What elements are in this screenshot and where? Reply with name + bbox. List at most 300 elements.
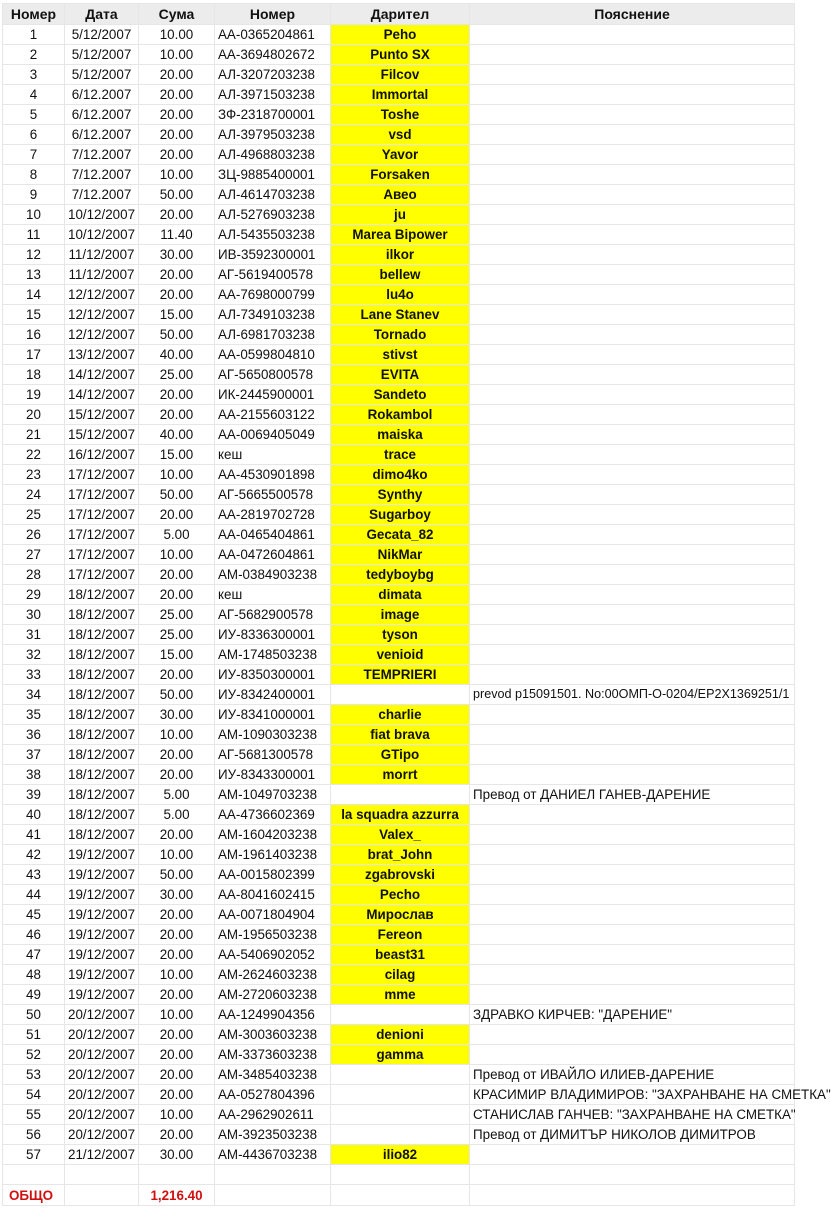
cell-date[interactable]: 18/12/2007 — [65, 585, 139, 605]
cell-date[interactable]: 13/12/2007 — [65, 345, 139, 365]
cell-date[interactable]: 19/12/2007 — [65, 945, 139, 965]
cell-note[interactable] — [470, 485, 795, 505]
cell-account[interactable]: ИУ-8342400001 — [215, 685, 331, 705]
cell-account[interactable]: АМ-0384903238 — [215, 565, 331, 585]
cell-donor[interactable]: EVITA — [331, 365, 470, 385]
cell-date[interactable]: 12/12/2007 — [65, 325, 139, 345]
cell-num[interactable]: 40 — [3, 805, 65, 825]
cell-note[interactable] — [470, 285, 795, 305]
cell[interactable] — [215, 1165, 331, 1185]
total-label[interactable]: ОБЩО — [3, 1185, 65, 1206]
cell-donor[interactable]: venioid — [331, 645, 470, 665]
cell-sum[interactable]: 20.00 — [139, 1125, 215, 1145]
cell-num[interactable]: 15 — [3, 305, 65, 325]
cell-note[interactable] — [470, 905, 795, 925]
cell-num[interactable]: 55 — [3, 1105, 65, 1125]
cell-donor[interactable]: ilkor — [331, 245, 470, 265]
cell[interactable] — [215, 1185, 331, 1206]
cell-account[interactable]: АГ-5619400578 — [215, 265, 331, 285]
cell-date[interactable]: 20/12/2007 — [65, 1065, 139, 1085]
cell-account[interactable]: АМ-1090303238 — [215, 725, 331, 745]
cell-note[interactable] — [470, 565, 795, 585]
cell-account[interactable]: АГ-5665500578 — [215, 485, 331, 505]
cell-date[interactable]: 19/12/2007 — [65, 925, 139, 945]
cell-note[interactable] — [470, 845, 795, 865]
cell-num[interactable]: 13 — [3, 265, 65, 285]
cell-donor[interactable]: morrt — [331, 765, 470, 785]
cell-donor[interactable]: la squadra azzurra — [331, 805, 470, 825]
cell-num[interactable]: 31 — [3, 625, 65, 645]
cell-date[interactable]: 21/12/2007 — [65, 1145, 139, 1165]
cell-date[interactable]: 19/12/2007 — [65, 965, 139, 985]
cell-date[interactable]: 6/12.2007 — [65, 125, 139, 145]
cell-account[interactable]: АА-4530901898 — [215, 465, 331, 485]
cell-note[interactable] — [470, 125, 795, 145]
cell-donor[interactable]: denioni — [331, 1025, 470, 1045]
cell-num[interactable]: 47 — [3, 945, 65, 965]
cell-note[interactable] — [470, 645, 795, 665]
cell-num[interactable]: 18 — [3, 365, 65, 385]
cell-note[interactable]: Превод от ДИМИТЪР НИКОЛОВ ДИМИТРОВ — [470, 1125, 795, 1145]
cell-num[interactable]: 17 — [3, 345, 65, 365]
cell-donor[interactable] — [331, 1085, 470, 1105]
cell-note[interactable] — [470, 85, 795, 105]
cell-num[interactable]: 45 — [3, 905, 65, 925]
cell-date[interactable]: 18/12/2007 — [65, 665, 139, 685]
cell-note[interactable] — [470, 1025, 795, 1045]
cell-date[interactable]: 20/12/2007 — [65, 1005, 139, 1025]
cell-account[interactable]: ЗФ-2318700001 — [215, 105, 331, 125]
cell-donor[interactable]: Мирослав — [331, 905, 470, 925]
cell-note[interactable] — [470, 165, 795, 185]
cell-sum[interactable]: 20.00 — [139, 125, 215, 145]
cell-account[interactable]: АЛ-3207203238 — [215, 65, 331, 85]
header-note[interactable]: Пояснение — [470, 4, 795, 25]
cell-account[interactable]: ИУ-8341000001 — [215, 705, 331, 725]
cell-date[interactable]: 5/12/2007 — [65, 65, 139, 85]
cell-account[interactable]: АА-1249904356 — [215, 1005, 331, 1025]
cell-date[interactable]: 19/12/2007 — [65, 985, 139, 1005]
cell-note[interactable] — [470, 345, 795, 365]
cell-sum[interactable]: 50.00 — [139, 865, 215, 885]
cell-donor[interactable]: TEMPRIERI — [331, 665, 470, 685]
cell-num[interactable]: 39 — [3, 785, 65, 805]
cell-sum[interactable]: 50.00 — [139, 685, 215, 705]
cell-num[interactable]: 33 — [3, 665, 65, 685]
cell-sum[interactable]: 20.00 — [139, 585, 215, 605]
cell-note[interactable] — [470, 505, 795, 525]
cell-note[interactable] — [470, 325, 795, 345]
cell-note[interactable] — [470, 1045, 795, 1065]
cell-sum[interactable]: 40.00 — [139, 345, 215, 365]
cell-date[interactable]: 18/12/2007 — [65, 745, 139, 765]
cell-account[interactable]: АЛ-5435503238 — [215, 225, 331, 245]
cell-account[interactable]: кеш — [215, 445, 331, 465]
cell-account[interactable]: ИУ-8350300001 — [215, 665, 331, 685]
cell-note[interactable] — [470, 425, 795, 445]
cell-num[interactable]: 29 — [3, 585, 65, 605]
cell-num[interactable]: 20 — [3, 405, 65, 425]
cell-donor[interactable]: ju — [331, 205, 470, 225]
total-sum[interactable]: 1,216.40 — [139, 1185, 215, 1206]
cell-sum[interactable]: 20.00 — [139, 145, 215, 165]
cell-date[interactable]: 18/12/2007 — [65, 605, 139, 625]
header-date[interactable]: Дата — [65, 4, 139, 25]
cell-sum[interactable]: 25.00 — [139, 605, 215, 625]
cell-sum[interactable]: 20.00 — [139, 205, 215, 225]
cell-sum[interactable]: 20.00 — [139, 105, 215, 125]
cell-date[interactable]: 10/12/2007 — [65, 205, 139, 225]
cell-num[interactable]: 7 — [3, 145, 65, 165]
cell-num[interactable]: 41 — [3, 825, 65, 845]
cell-num[interactable]: 27 — [3, 545, 65, 565]
cell-num[interactable]: 30 — [3, 605, 65, 625]
cell-date[interactable]: 20/12/2007 — [65, 1045, 139, 1065]
cell-note[interactable] — [470, 45, 795, 65]
cell-note[interactable] — [470, 765, 795, 785]
cell-note[interactable] — [470, 225, 795, 245]
cell-sum[interactable]: 20.00 — [139, 925, 215, 945]
cell-account[interactable]: АА-7698000799 — [215, 285, 331, 305]
cell-account[interactable]: кеш — [215, 585, 331, 605]
cell-account[interactable]: АА-0527804396 — [215, 1085, 331, 1105]
cell-donor[interactable]: tedyboybg — [331, 565, 470, 585]
cell-sum[interactable]: 10.00 — [139, 725, 215, 745]
cell-donor[interactable] — [331, 785, 470, 805]
cell-account[interactable]: АА-5406902052 — [215, 945, 331, 965]
cell-sum[interactable]: 10.00 — [139, 965, 215, 985]
cell-num[interactable]: 34 — [3, 685, 65, 705]
cell-sum[interactable]: 20.00 — [139, 1085, 215, 1105]
cell-note[interactable] — [470, 625, 795, 645]
cell-num[interactable]: 1 — [3, 25, 65, 45]
cell-num[interactable]: 51 — [3, 1025, 65, 1045]
cell-account[interactable]: АА-8041602415 — [215, 885, 331, 905]
cell-num[interactable]: 11 — [3, 225, 65, 245]
cell-account[interactable]: АМ-1604203238 — [215, 825, 331, 845]
cell-note[interactable] — [470, 985, 795, 1005]
cell-num[interactable]: 42 — [3, 845, 65, 865]
cell-note[interactable] — [470, 885, 795, 905]
cell-date[interactable]: 16/12/2007 — [65, 445, 139, 465]
cell-sum[interactable]: 20.00 — [139, 665, 215, 685]
cell-date[interactable]: 17/12/2007 — [65, 465, 139, 485]
cell-num[interactable]: 23 — [3, 465, 65, 485]
cell-sum[interactable]: 5.00 — [139, 805, 215, 825]
cell-donor[interactable]: Sandeto — [331, 385, 470, 405]
cell-donor[interactable] — [331, 1005, 470, 1025]
cell-donor[interactable]: zgabrovski — [331, 865, 470, 885]
cell-sum[interactable]: 5.00 — [139, 525, 215, 545]
cell-donor[interactable]: Filcov — [331, 65, 470, 85]
cell-num[interactable]: 35 — [3, 705, 65, 725]
cell-donor[interactable] — [331, 685, 470, 705]
cell-num[interactable]: 44 — [3, 885, 65, 905]
cell-note[interactable] — [470, 725, 795, 745]
cell-num[interactable]: 5 — [3, 105, 65, 125]
cell-date[interactable]: 18/12/2007 — [65, 765, 139, 785]
cell-note[interactable] — [470, 825, 795, 845]
cell-account[interactable]: АА-2819702728 — [215, 505, 331, 525]
cell-sum[interactable]: 20.00 — [139, 505, 215, 525]
cell-num[interactable]: 26 — [3, 525, 65, 545]
cell-account[interactable]: АМ-1961403238 — [215, 845, 331, 865]
cell-note[interactable] — [470, 365, 795, 385]
cell-donor[interactable]: Toshe — [331, 105, 470, 125]
cell-date[interactable]: 7/12.2007 — [65, 145, 139, 165]
cell-note[interactable] — [470, 105, 795, 125]
cell-account[interactable]: АГ-5650800578 — [215, 365, 331, 385]
cell-donor[interactable]: cilag — [331, 965, 470, 985]
cell-donor[interactable]: Rokambol — [331, 405, 470, 425]
cell-donor[interactable]: Авео — [331, 185, 470, 205]
cell-date[interactable]: 17/12/2007 — [65, 565, 139, 585]
cell-date[interactable]: 10/12/2007 — [65, 225, 139, 245]
cell-num[interactable]: 46 — [3, 925, 65, 945]
cell-note[interactable] — [470, 25, 795, 45]
cell-date[interactable]: 5/12/2007 — [65, 45, 139, 65]
cell-sum[interactable]: 20.00 — [139, 265, 215, 285]
cell-sum[interactable]: 20.00 — [139, 1045, 215, 1065]
cell-date[interactable]: 11/12/2007 — [65, 245, 139, 265]
cell-sum[interactable]: 30.00 — [139, 705, 215, 725]
cell-note[interactable]: ЗДРАВКО КИРЧЕВ: "ДАРЕНИЕ" — [470, 1005, 795, 1025]
cell-num[interactable]: 9 — [3, 185, 65, 205]
cell-account[interactable]: АА-0365204861 — [215, 25, 331, 45]
cell-sum[interactable]: 20.00 — [139, 385, 215, 405]
cell-account[interactable]: АЛ-3971503238 — [215, 85, 331, 105]
cell-sum[interactable]: 10.00 — [139, 25, 215, 45]
cell-date[interactable]: 6/12.2007 — [65, 85, 139, 105]
cell-account[interactable]: АМ-1049703238 — [215, 785, 331, 805]
cell-date[interactable]: 15/12/2007 — [65, 405, 139, 425]
cell-sum[interactable]: 20.00 — [139, 1065, 215, 1085]
cell-donor[interactable]: Synthy — [331, 485, 470, 505]
cell-date[interactable]: 15/12/2007 — [65, 425, 139, 445]
cell-account[interactable]: АА-3694802672 — [215, 45, 331, 65]
cell-note[interactable]: prevod p15091501. No:00ОМП-О-0204/ЕР2Х1369251/1 — [470, 685, 795, 705]
cell-donor[interactable]: GTipo — [331, 745, 470, 765]
cell-sum[interactable]: 20.00 — [139, 825, 215, 845]
cell-sum[interactable]: 20.00 — [139, 745, 215, 765]
cell-donor[interactable]: dimata — [331, 585, 470, 605]
cell-num[interactable]: 36 — [3, 725, 65, 745]
cell[interactable] — [331, 1165, 470, 1185]
cell-donor[interactable]: beast31 — [331, 945, 470, 965]
cell-sum[interactable]: 10.00 — [139, 165, 215, 185]
cell-num[interactable]: 8 — [3, 165, 65, 185]
header-account[interactable]: Номер — [215, 4, 331, 25]
cell-donor[interactable]: Fereon — [331, 925, 470, 945]
cell[interactable] — [470, 1165, 795, 1185]
cell-account[interactable]: АА-2155603122 — [215, 405, 331, 425]
cell-note[interactable]: СТАНИСЛАВ ГАНЧЕВ: "ЗАХРАНВАНЕ НА СМЕТКА" — [470, 1105, 795, 1125]
cell-donor[interactable]: Sugarboy — [331, 505, 470, 525]
cell-account[interactable]: АА-0465404861 — [215, 525, 331, 545]
cell-donor[interactable]: Lane Stanev — [331, 305, 470, 325]
cell-num[interactable]: 10 — [3, 205, 65, 225]
cell-date[interactable]: 17/12/2007 — [65, 525, 139, 545]
cell-account[interactable]: АЛ-4614703238 — [215, 185, 331, 205]
cell-note[interactable] — [470, 385, 795, 405]
cell-date[interactable]: 12/12/2007 — [65, 305, 139, 325]
cell-account[interactable]: АМ-3373603238 — [215, 1045, 331, 1065]
cell-note[interactable] — [470, 705, 795, 725]
cell-date[interactable]: 18/12/2007 — [65, 625, 139, 645]
cell-date[interactable]: 14/12/2007 — [65, 365, 139, 385]
cell-sum[interactable]: 10.00 — [139, 465, 215, 485]
cell-num[interactable]: 52 — [3, 1045, 65, 1065]
cell-sum[interactable]: 30.00 — [139, 885, 215, 905]
cell-account[interactable]: ИК-2445900001 — [215, 385, 331, 405]
cell[interactable] — [331, 1185, 470, 1206]
cell-num[interactable]: 4 — [3, 85, 65, 105]
cell-date[interactable]: 5/12/2007 — [65, 25, 139, 45]
cell-num[interactable]: 25 — [3, 505, 65, 525]
cell-date[interactable]: 7/12.2007 — [65, 185, 139, 205]
cell-note[interactable] — [470, 605, 795, 625]
cell-sum[interactable]: 10.00 — [139, 1105, 215, 1125]
cell-account[interactable]: АЛ-4968803238 — [215, 145, 331, 165]
cell-account[interactable]: АМ-4436703238 — [215, 1145, 331, 1165]
cell-sum[interactable]: 11.40 — [139, 225, 215, 245]
cell-donor[interactable]: fiat brava — [331, 725, 470, 745]
cell-account[interactable]: АА-0599804810 — [215, 345, 331, 365]
cell-donor[interactable]: Immortal — [331, 85, 470, 105]
cell-num[interactable]: 57 — [3, 1145, 65, 1165]
cell-account[interactable]: АЛ-7349103238 — [215, 305, 331, 325]
cell-account[interactable]: АМ-2624603238 — [215, 965, 331, 985]
cell-sum[interactable]: 20.00 — [139, 65, 215, 85]
cell-account[interactable]: АМ-2720603238 — [215, 985, 331, 1005]
cell-note[interactable] — [470, 245, 795, 265]
cell-sum[interactable]: 20.00 — [139, 905, 215, 925]
cell-date[interactable]: 18/12/2007 — [65, 645, 139, 665]
cell-sum[interactable]: 20.00 — [139, 405, 215, 425]
cell-donor[interactable]: Gecata_82 — [331, 525, 470, 545]
cell-num[interactable]: 50 — [3, 1005, 65, 1025]
cell-num[interactable]: 56 — [3, 1125, 65, 1145]
cell[interactable] — [139, 1165, 215, 1185]
cell-account[interactable]: АА-0015802399 — [215, 865, 331, 885]
cell-account[interactable]: АМ-3923503238 — [215, 1125, 331, 1145]
cell-account[interactable]: АА-0071804904 — [215, 905, 331, 925]
cell-account[interactable]: АМ-1956503238 — [215, 925, 331, 945]
cell-account[interactable]: АА-0069405049 — [215, 425, 331, 445]
cell-date[interactable]: 17/12/2007 — [65, 545, 139, 565]
cell-note[interactable] — [470, 205, 795, 225]
cell-donor[interactable]: Peho — [331, 25, 470, 45]
cell-note[interactable] — [470, 545, 795, 565]
cell-account[interactable]: АГ-5682900578 — [215, 605, 331, 625]
cell-num[interactable]: 19 — [3, 385, 65, 405]
cell-num[interactable]: 14 — [3, 285, 65, 305]
cell-note[interactable] — [470, 185, 795, 205]
cell-donor[interactable]: lu4o — [331, 285, 470, 305]
cell-date[interactable]: 12/12/2007 — [65, 285, 139, 305]
cell-num[interactable]: 49 — [3, 985, 65, 1005]
cell-sum[interactable]: 10.00 — [139, 1005, 215, 1025]
cell-donor[interactable]: Forsaken — [331, 165, 470, 185]
cell-num[interactable]: 16 — [3, 325, 65, 345]
cell-date[interactable]: 17/12/2007 — [65, 485, 139, 505]
cell-sum[interactable]: 20.00 — [139, 945, 215, 965]
cell-account[interactable]: АЛ-5276903238 — [215, 205, 331, 225]
cell-sum[interactable]: 15.00 — [139, 305, 215, 325]
cell-note[interactable] — [470, 525, 795, 545]
cell-date[interactable]: 17/12/2007 — [65, 505, 139, 525]
cell-date[interactable]: 18/12/2007 — [65, 685, 139, 705]
cell-date[interactable]: 20/12/2007 — [65, 1085, 139, 1105]
cell-num[interactable]: 2 — [3, 45, 65, 65]
cell-sum[interactable]: 50.00 — [139, 325, 215, 345]
cell-donor[interactable]: trace — [331, 445, 470, 465]
cell-sum[interactable]: 40.00 — [139, 425, 215, 445]
cell-date[interactable]: 18/12/2007 — [65, 725, 139, 745]
cell-donor[interactable]: ilio82 — [331, 1145, 470, 1165]
cell-donor[interactable]: Tornado — [331, 325, 470, 345]
cell-donor[interactable]: charlie — [331, 705, 470, 725]
cell-donor[interactable]: image — [331, 605, 470, 625]
cell-sum[interactable]: 20.00 — [139, 85, 215, 105]
cell-num[interactable]: 3 — [3, 65, 65, 85]
cell-note[interactable] — [470, 145, 795, 165]
cell-date[interactable]: 19/12/2007 — [65, 845, 139, 865]
cell-account[interactable]: АА-0472604861 — [215, 545, 331, 565]
cell-donor[interactable]: Marea Bipower — [331, 225, 470, 245]
cell[interactable] — [3, 1165, 65, 1185]
cell-sum[interactable]: 5.00 — [139, 785, 215, 805]
cell-num[interactable]: 53 — [3, 1065, 65, 1085]
cell-donor[interactable]: Valex_ — [331, 825, 470, 845]
cell[interactable] — [470, 1185, 795, 1206]
cell-donor[interactable]: Pecho — [331, 885, 470, 905]
cell-sum[interactable]: 25.00 — [139, 365, 215, 385]
cell-num[interactable]: 38 — [3, 765, 65, 785]
cell-num[interactable]: 48 — [3, 965, 65, 985]
cell-num[interactable]: 32 — [3, 645, 65, 665]
cell-donor[interactable]: NikMar — [331, 545, 470, 565]
cell-note[interactable] — [470, 305, 795, 325]
cell-donor[interactable] — [331, 1105, 470, 1125]
cell-sum[interactable]: 15.00 — [139, 645, 215, 665]
cell[interactable] — [65, 1185, 139, 1206]
cell-note[interactable]: КРАСИМИР ВЛАДИМИРОВ: "ЗАХРАНВАНЕ НА СМЕТКА" — [470, 1085, 795, 1105]
cell-note[interactable] — [470, 965, 795, 985]
cell-account[interactable]: ЗЦ-9885400001 — [215, 165, 331, 185]
header-num[interactable]: Номер — [3, 4, 65, 25]
cell-sum[interactable]: 30.00 — [139, 245, 215, 265]
cell-note[interactable] — [470, 945, 795, 965]
cell-date[interactable]: 19/12/2007 — [65, 865, 139, 885]
cell[interactable] — [65, 1165, 139, 1185]
cell-note[interactable] — [470, 665, 795, 685]
cell-sum[interactable]: 20.00 — [139, 985, 215, 1005]
cell-note[interactable] — [470, 465, 795, 485]
cell-num[interactable]: 12 — [3, 245, 65, 265]
cell-donor[interactable]: Yavor — [331, 145, 470, 165]
cell-sum[interactable]: 30.00 — [139, 1145, 215, 1165]
cell-donor[interactable] — [331, 1125, 470, 1145]
header-donor[interactable]: Дарител — [331, 4, 470, 25]
cell-account[interactable]: АА-4736602369 — [215, 805, 331, 825]
cell-date[interactable]: 20/12/2007 — [65, 1125, 139, 1145]
cell-donor[interactable]: dimo4ko — [331, 465, 470, 485]
cell-donor[interactable]: gamma — [331, 1045, 470, 1065]
cell-account[interactable]: АМ-3003603238 — [215, 1025, 331, 1045]
cell-donor[interactable]: bellew — [331, 265, 470, 285]
cell-date[interactable]: 11/12/2007 — [65, 265, 139, 285]
